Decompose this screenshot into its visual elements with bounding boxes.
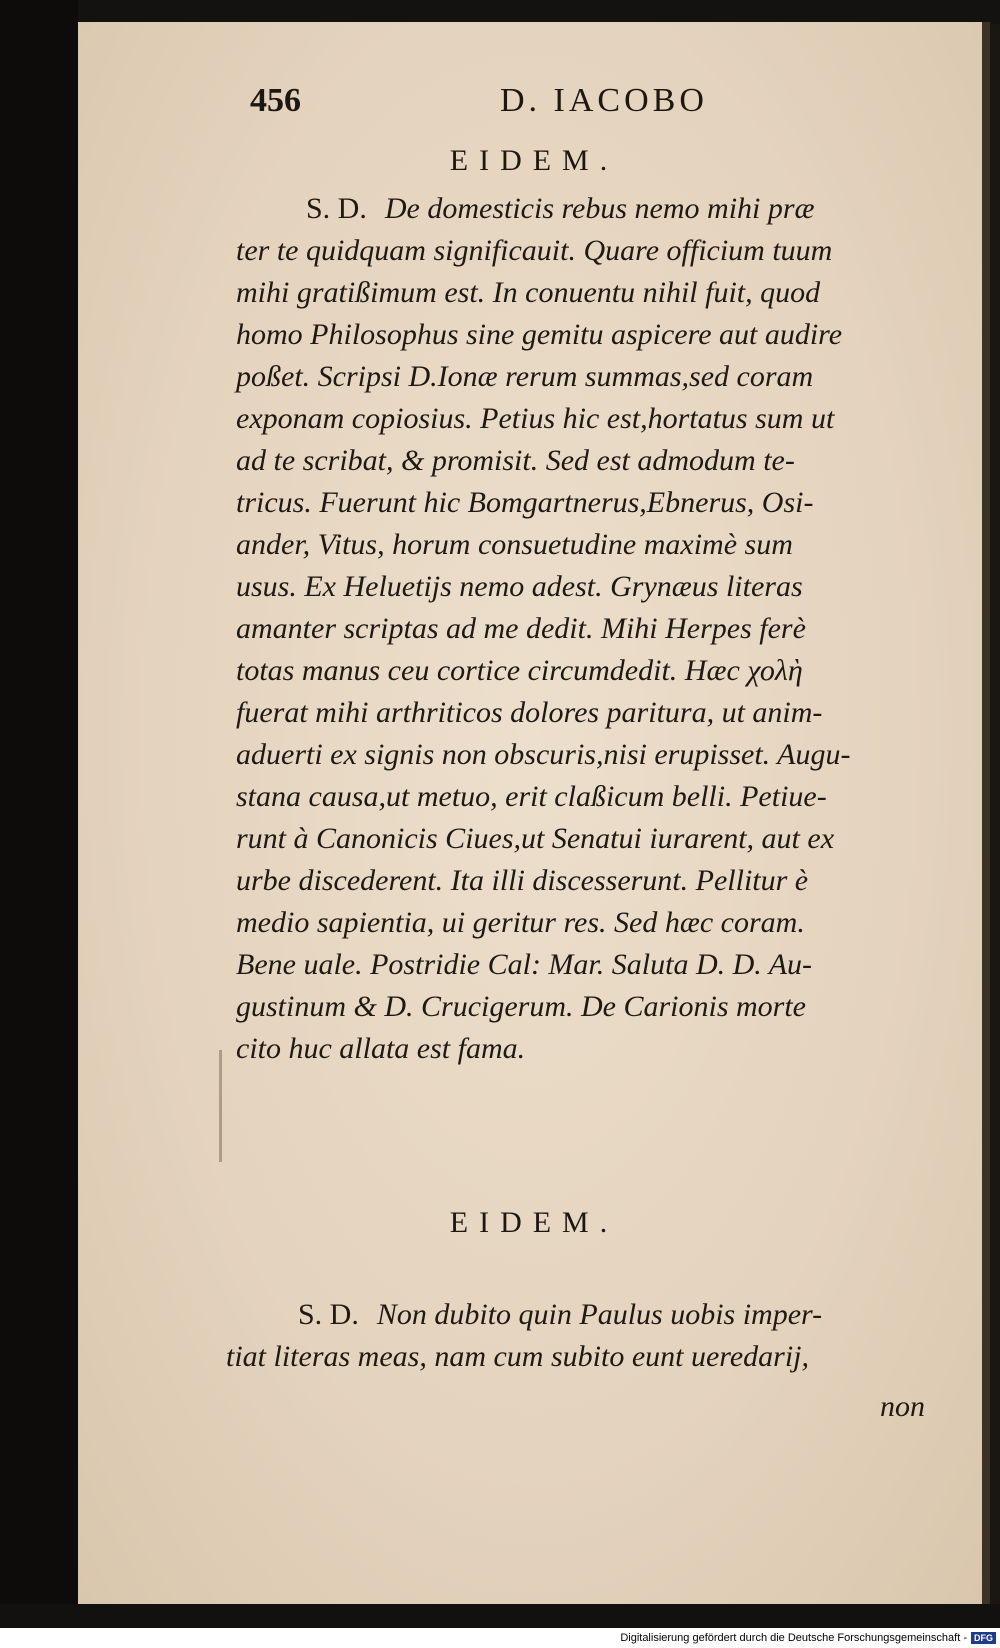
- text-line: ander, Vitus, horum consuetudine maximè sum: [236, 528, 793, 561]
- scan-left-border: [0, 0, 78, 1648]
- text-line: fuerat mihi arthriticos dolores paritura, ut anim-: [236, 696, 823, 729]
- page-number: 456: [250, 82, 301, 119]
- text-line: aduerti ex signis non obscuris,nisi erupisset. Augu-: [236, 738, 851, 771]
- dfg-badge: DFG: [971, 1632, 996, 1644]
- text-line: S. D. Non dubito quin Paulus uobis imper-: [298, 1298, 823, 1331]
- footer-bar: [0, 1628, 1000, 1648]
- text-line: ter te quidquam significauit. Quare officium tuum: [236, 234, 833, 267]
- text-line: medio sapientia, ui geritur res. Sed hæc coram.: [236, 906, 805, 939]
- text-line: homo Philosophus sine gemitu aspicere aut audire: [236, 318, 843, 351]
- text-line: cito huc allata est fama.: [236, 1032, 526, 1065]
- text-line: usus. Ex Heluetijs nemo adest. Grynæus literas: [236, 570, 803, 603]
- text-line: amanter scriptas ad me dedit. Mihi Herpes ferè: [236, 612, 806, 645]
- text-line: ad te scribat, & promisit. Sed est admodum te-: [236, 444, 795, 477]
- text-line: S. D. De domesticis rebus nemo mihi præ: [306, 192, 815, 225]
- text-line: runt à Canonicis Ciues,ut Senatui iurarent, aut ex: [236, 822, 835, 855]
- text-line: Bene uale. Postridie Cal: Mar. Saluta D. D. Au-: [236, 948, 813, 981]
- text-line: exponam copiosius. Petius hic est,hortatus sum ut: [236, 402, 835, 435]
- text-line: poßet. Scripsi D.Ionæ rerum summas,sed coram: [236, 360, 814, 393]
- text-line: stana causa,ut metuo, erit claßicum belli. Petiue-: [236, 780, 827, 813]
- footer-text: Digitalisierung gefördert durch die Deutsche Forschungsgemeinschaft -: [620, 1632, 967, 1644]
- text-line: tiat literas meas, nam cum subito eunt ueredarij,: [226, 1340, 810, 1373]
- text-line: mihi gratißimum est. In conuentu nihil fuit, quod: [236, 276, 821, 309]
- running-title: D. IACOBO: [500, 82, 708, 119]
- text-line: urbe discederent. Ita illi discesserunt. Pellitur è: [236, 864, 809, 897]
- salutation: S. D.: [298, 1298, 359, 1331]
- margin-mark: [219, 1050, 222, 1162]
- scan-top-border: [0, 0, 1000, 24]
- letter-heading-2: EIDEM.: [449, 1206, 619, 1239]
- letter-heading-1: EIDEM.: [449, 144, 619, 177]
- text-line: gustinum & D. Crucigerum. De Carionis morte: [236, 990, 806, 1023]
- text-line: tricus. Fuerunt hic Bomgartnerus,Ebnerus, Osi-: [236, 486, 814, 519]
- salutation: S. D.: [306, 192, 367, 225]
- running-head: [250, 82, 730, 122]
- catchword: non: [880, 1390, 925, 1423]
- text-line: totas manus ceu cortice circumdedit. Hæc χολὴ: [236, 654, 803, 687]
